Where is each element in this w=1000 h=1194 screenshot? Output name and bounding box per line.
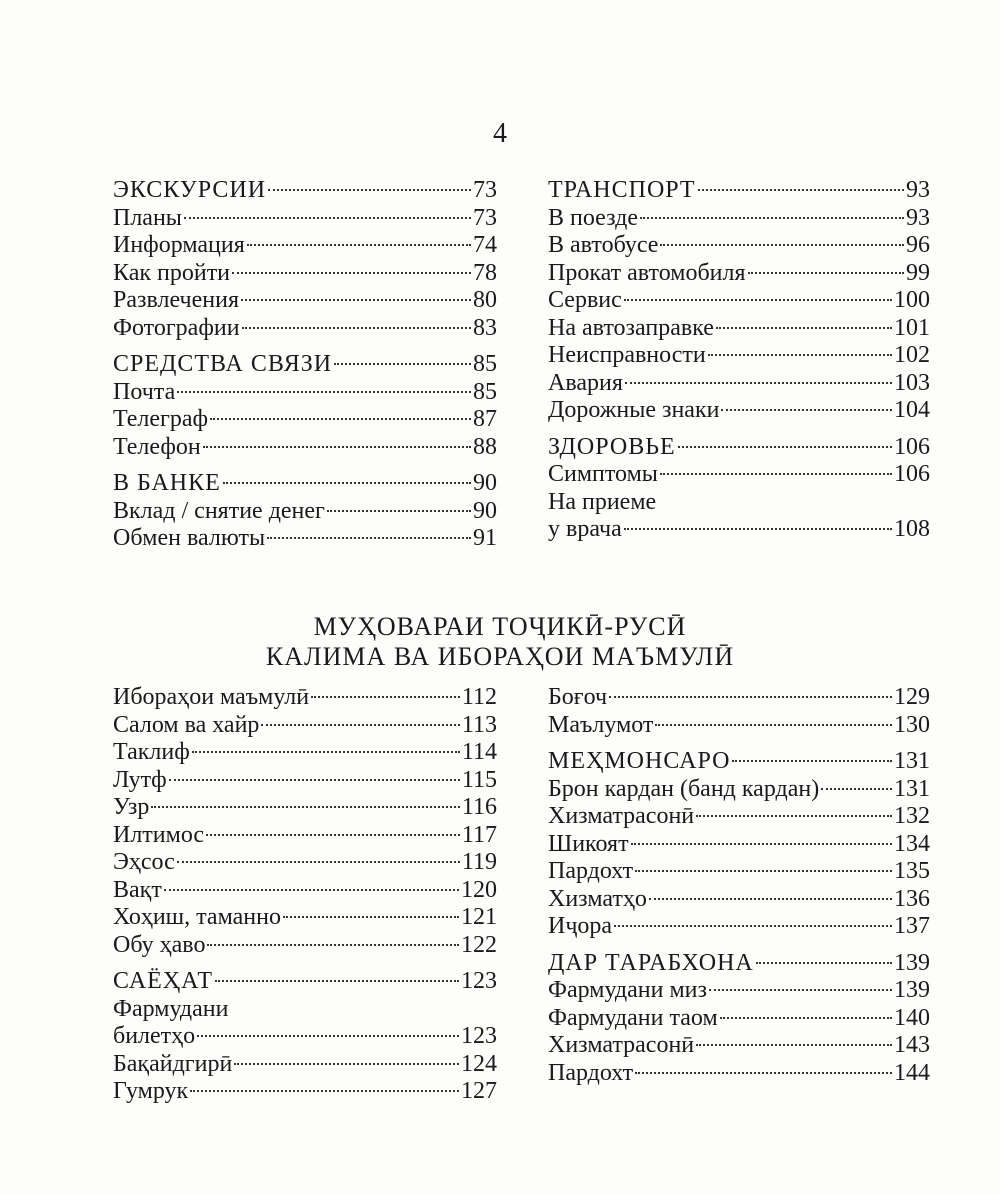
toc-entry-row[interactable] bbox=[113, 498, 497, 526]
dot-leader bbox=[716, 327, 892, 329]
toc-entry-label: СРЕДСТВА СВЯЗИ bbox=[113, 351, 333, 377]
toc-entry-label: Маълумот bbox=[548, 711, 654, 738]
toc-entry-label: ТРАНСПОРТ bbox=[548, 177, 696, 203]
toc-entry-row[interactable] bbox=[113, 739, 497, 767]
dot-leader bbox=[655, 724, 892, 726]
toc-entry-row[interactable] bbox=[548, 205, 930, 233]
toc-entry-label: Фотографии bbox=[113, 314, 240, 341]
toc-entry-label: Хизматҳо bbox=[548, 885, 647, 912]
toc-entry-label: Боғоч bbox=[548, 684, 608, 710]
toc-entry-page: 115 bbox=[461, 766, 497, 793]
toc-entry-label: Хоҳиш, таманно bbox=[113, 904, 281, 930]
toc-entry-label: Салом ва хайр bbox=[113, 711, 260, 738]
toc-entry-row[interactable] bbox=[548, 712, 930, 740]
toc-entry-row[interactable] bbox=[113, 205, 497, 233]
toc-heading-row[interactable] bbox=[548, 748, 930, 776]
toc-entry-label: у врача bbox=[548, 516, 622, 542]
toc-entry-label: В поезде bbox=[548, 204, 638, 231]
toc-entry-page: 100 bbox=[894, 287, 930, 313]
toc-entry-row[interactable] bbox=[113, 315, 497, 343]
dot-leader bbox=[169, 779, 460, 781]
toc-entry-row[interactable] bbox=[548, 287, 930, 315]
toc-entry-label: Фармудани миз bbox=[548, 977, 707, 1003]
toc-entry-label: В автобусе bbox=[548, 232, 659, 258]
toc-entry-row[interactable] bbox=[548, 516, 930, 544]
toc-entry-page: 78 bbox=[473, 259, 497, 286]
toc-entry-page: 134 bbox=[894, 830, 930, 857]
toc-entry-row[interactable] bbox=[548, 913, 930, 941]
toc-entry-row[interactable] bbox=[548, 858, 930, 886]
toc-heading-row[interactable] bbox=[113, 351, 497, 379]
toc-entry-label: Ибораҳои маъмулӣ bbox=[113, 684, 310, 710]
toc-entry-page: 122 bbox=[461, 931, 497, 958]
toc-entry-page: 80 bbox=[473, 287, 497, 313]
toc-entry-page: 90 bbox=[473, 470, 497, 496]
toc-entry-label: Вақт bbox=[113, 876, 162, 903]
toc-entry-row[interactable] bbox=[113, 932, 497, 960]
dot-leader bbox=[631, 843, 892, 845]
toc-entry-label: ЭКСКУРСИИ bbox=[113, 177, 267, 203]
toc-entry-row[interactable] bbox=[548, 260, 930, 288]
toc-entry-page: 117 bbox=[461, 821, 497, 848]
toc-entry-page: 123 bbox=[461, 968, 497, 994]
toc-entry-row[interactable] bbox=[113, 1023, 497, 1051]
toc-entry-label: Авария bbox=[548, 369, 623, 396]
toc-entry-page: 108 bbox=[894, 516, 930, 542]
toc-entry-label: Фармудани таом bbox=[548, 1004, 718, 1031]
section-title-line2: КАЛИМА ВА ИБОРАҲОИ МАЪМУЛӢ bbox=[265, 642, 735, 671]
toc-entry-row[interactable] bbox=[548, 1005, 930, 1033]
toc-entry-page: 143 bbox=[894, 1032, 930, 1058]
toc-entry-row[interactable] bbox=[548, 232, 930, 260]
section-gap bbox=[113, 461, 497, 470]
toc-entry-page: 139 bbox=[894, 977, 930, 1003]
section-gap bbox=[548, 425, 930, 434]
toc-entry-page: 135 bbox=[894, 858, 930, 884]
toc-entry-label: Таклиф bbox=[113, 739, 190, 765]
toc-entry-label: Симптомы bbox=[548, 461, 658, 487]
toc-entry-page: 101 bbox=[894, 314, 930, 341]
toc-bottom-right bbox=[548, 684, 930, 1087]
dot-leader bbox=[696, 1044, 892, 1046]
toc-entry-label: ДАР ТАРАБХОНА bbox=[548, 949, 754, 976]
toc-entry-label: Фармудани bbox=[113, 995, 229, 1022]
toc-entry-label: ЗДОРОВЬЕ bbox=[548, 433, 676, 460]
toc-entry-label: Пардохт bbox=[548, 858, 634, 884]
toc-entry-label: Иҷора bbox=[548, 913, 613, 939]
toc-entry-page: 121 bbox=[461, 904, 497, 930]
toc-top-left bbox=[113, 177, 497, 553]
toc-entry-row[interactable] bbox=[113, 996, 497, 1024]
toc-entry-row[interactable] bbox=[548, 977, 930, 1005]
section-gap bbox=[548, 739, 930, 748]
toc-entry-label: билетҳо bbox=[113, 1023, 196, 1049]
dot-leader bbox=[334, 363, 471, 365]
dot-leader bbox=[283, 916, 459, 918]
toc-entry-label: Хизматрасонӣ bbox=[548, 803, 695, 829]
toc-heading-row[interactable] bbox=[548, 950, 930, 978]
toc-entry-page: 104 bbox=[894, 397, 930, 423]
toc-entry-page: 136 bbox=[894, 885, 930, 912]
toc-entry-page: 112 bbox=[461, 684, 497, 710]
section-gap bbox=[113, 959, 497, 968]
toc-entry-label: Пардохт bbox=[548, 1059, 634, 1086]
toc-entry-label: МЕҲМОНСАРО bbox=[548, 748, 731, 774]
toc-entry-page: 99 bbox=[906, 259, 930, 286]
toc-entry-label: Дорожные знаки bbox=[548, 397, 720, 423]
toc-entry-row[interactable] bbox=[113, 904, 497, 932]
toc-entry-page: 124 bbox=[461, 1050, 497, 1077]
toc-entry-row[interactable] bbox=[113, 794, 497, 822]
toc-entry-row[interactable] bbox=[548, 1032, 930, 1060]
toc-entry-row[interactable] bbox=[113, 712, 497, 740]
section-title-line1: МУҲОВАРАИ ТОҶИКӢ-РУСӢ bbox=[313, 612, 687, 641]
dot-leader bbox=[821, 788, 892, 790]
toc-entry-row[interactable] bbox=[548, 1060, 930, 1088]
toc-entry-row[interactable] bbox=[113, 877, 497, 905]
toc-entry-page: 137 bbox=[894, 913, 930, 939]
toc-entry-row[interactable] bbox=[548, 397, 930, 425]
page-number: 4 bbox=[493, 118, 507, 149]
toc-entry-page: 73 bbox=[473, 177, 497, 203]
toc-entry-label: Планы bbox=[113, 204, 182, 231]
toc-entry-label: Телеграф bbox=[113, 406, 209, 432]
dot-leader bbox=[756, 962, 892, 964]
toc-entry-page: 116 bbox=[461, 794, 497, 820]
dot-leader bbox=[311, 696, 460, 698]
toc-entry-label: Шикоят bbox=[548, 830, 629, 857]
toc-entry-label: Неисправности bbox=[548, 342, 706, 368]
dot-leader bbox=[624, 528, 892, 530]
toc-entry-row[interactable] bbox=[548, 461, 930, 489]
dot-leader bbox=[327, 510, 471, 512]
toc-entry-page: 140 bbox=[894, 1004, 930, 1031]
toc-entry-page: 93 bbox=[906, 177, 930, 203]
toc-entry-page: 131 bbox=[894, 775, 930, 802]
dot-leader bbox=[624, 299, 892, 301]
toc-entry-label: Телефон bbox=[113, 433, 201, 460]
toc-entry-label: Узр bbox=[113, 794, 150, 820]
toc-entry-page: 127 bbox=[461, 1078, 497, 1104]
dot-leader bbox=[241, 299, 471, 301]
toc-entry-label: Развлечения bbox=[113, 287, 239, 313]
toc-bottom-left bbox=[113, 684, 497, 1106]
toc-entry-page: 88 bbox=[473, 433, 497, 460]
toc-entry-page: 123 bbox=[461, 1023, 497, 1049]
toc-entry-row[interactable] bbox=[113, 849, 497, 877]
toc-entry-page: 73 bbox=[473, 204, 497, 231]
toc-entry-row[interactable] bbox=[548, 684, 930, 712]
toc-entry-page: 90 bbox=[473, 497, 497, 524]
toc-entry-label: САЁҲАТ bbox=[113, 968, 214, 994]
toc-entry-label: В БАНКЕ bbox=[113, 470, 221, 496]
dot-leader bbox=[242, 327, 471, 329]
toc-heading-row[interactable] bbox=[548, 177, 930, 205]
toc-entry-page: 131 bbox=[894, 748, 930, 774]
dot-leader bbox=[192, 751, 460, 753]
toc-entry-page: 106 bbox=[894, 461, 930, 487]
toc-entry-label: Брон кардан (банд кардан) bbox=[548, 775, 820, 802]
toc-entry-page: 120 bbox=[461, 876, 497, 903]
toc-entry-page: 132 bbox=[894, 803, 930, 829]
dot-leader bbox=[660, 244, 904, 246]
toc-entry-label: Лутф bbox=[113, 766, 167, 793]
dot-leader bbox=[660, 473, 892, 475]
toc-entry-label: Как пройти bbox=[113, 259, 231, 286]
toc-entry-row[interactable] bbox=[113, 1078, 497, 1106]
toc-entry-row[interactable] bbox=[548, 886, 930, 914]
toc-entry-row[interactable] bbox=[113, 684, 497, 712]
toc-entry-label: Эҳсос bbox=[113, 849, 175, 875]
toc-heading-row[interactable] bbox=[113, 177, 497, 205]
toc-entry-row[interactable] bbox=[113, 1051, 497, 1079]
toc-entry-row[interactable] bbox=[113, 406, 497, 434]
toc-entry-row[interactable] bbox=[548, 370, 930, 398]
toc-heading-row[interactable] bbox=[548, 434, 930, 462]
toc-entry-label: Илтимос bbox=[113, 821, 205, 848]
toc-entry-row[interactable] bbox=[113, 525, 497, 553]
dot-leader bbox=[177, 861, 460, 863]
dot-leader bbox=[164, 889, 459, 891]
dot-leader bbox=[625, 382, 892, 384]
toc-entry-page: 139 bbox=[894, 949, 930, 976]
toc-entry-row[interactable] bbox=[113, 822, 497, 850]
dot-leader bbox=[635, 870, 892, 872]
toc-entry-page: 144 bbox=[894, 1059, 930, 1086]
dot-leader bbox=[223, 482, 471, 484]
dot-leader bbox=[190, 1090, 459, 1092]
dot-leader bbox=[247, 244, 471, 246]
toc-entry-page: 85 bbox=[473, 351, 497, 377]
dot-leader bbox=[177, 391, 471, 393]
section-gap bbox=[113, 342, 497, 351]
toc-top-right bbox=[548, 177, 930, 544]
toc-entry-page: 119 bbox=[461, 849, 497, 875]
toc-entry-page: 85 bbox=[473, 378, 497, 405]
toc-entry-label: Обмен валюты bbox=[113, 525, 266, 551]
dot-leader bbox=[708, 354, 892, 356]
toc-entry-row[interactable] bbox=[548, 489, 930, 517]
toc-entry-row[interactable] bbox=[113, 287, 497, 315]
dot-leader bbox=[709, 989, 892, 991]
dot-leader bbox=[640, 217, 904, 219]
dot-leader bbox=[197, 1035, 459, 1037]
dot-leader bbox=[696, 815, 892, 817]
dot-leader bbox=[748, 272, 904, 274]
dot-leader bbox=[207, 944, 459, 946]
dot-leader bbox=[151, 806, 460, 808]
toc-entry-label: Сервис bbox=[548, 287, 622, 313]
toc-entry-page: 106 bbox=[894, 433, 930, 460]
dot-leader bbox=[203, 446, 471, 448]
toc-entry-row[interactable] bbox=[113, 434, 497, 462]
dot-leader bbox=[678, 446, 892, 448]
dot-leader bbox=[206, 834, 460, 836]
dot-leader bbox=[210, 418, 471, 420]
toc-entry-label: На автозаправке bbox=[548, 314, 714, 341]
toc-entry-page: 87 bbox=[473, 406, 497, 432]
toc-entry-page: 91 bbox=[473, 525, 497, 551]
toc-entry-label: Обу ҳаво bbox=[113, 931, 206, 958]
toc-entry-label: Гумрук bbox=[113, 1078, 189, 1104]
toc-entry-row[interactable] bbox=[113, 767, 497, 795]
toc-entry-row[interactable] bbox=[113, 379, 497, 407]
toc-entry-page: 114 bbox=[461, 739, 497, 765]
dot-leader bbox=[635, 1072, 892, 1074]
dot-leader bbox=[698, 189, 904, 191]
dot-leader bbox=[232, 272, 471, 274]
toc-entry-page: 103 bbox=[894, 369, 930, 396]
toc-heading-row[interactable] bbox=[113, 470, 497, 498]
dot-leader bbox=[614, 925, 892, 927]
toc-entry-page: 113 bbox=[461, 711, 497, 738]
dot-leader bbox=[649, 898, 892, 900]
dot-leader bbox=[184, 217, 471, 219]
dot-leader bbox=[234, 1063, 459, 1065]
toc-entry-page: 83 bbox=[473, 314, 497, 341]
toc-entry-page: 129 bbox=[894, 684, 930, 710]
dot-leader bbox=[609, 696, 892, 698]
toc-entry-label: Вклад / снятие денег bbox=[113, 497, 325, 524]
dot-leader bbox=[721, 409, 892, 411]
toc-entry-label: Хизматрасонӣ bbox=[548, 1032, 695, 1058]
toc-entry-label: На приеме bbox=[548, 488, 657, 515]
dot-leader bbox=[732, 760, 892, 762]
dot-leader bbox=[215, 980, 459, 982]
toc-entry-row[interactable] bbox=[113, 260, 497, 288]
toc-entry-row[interactable] bbox=[548, 315, 930, 343]
toc-entry-page: 74 bbox=[473, 232, 497, 258]
toc-heading-row[interactable] bbox=[113, 968, 497, 996]
dot-leader bbox=[261, 724, 459, 726]
toc-entry-page: 96 bbox=[906, 232, 930, 258]
toc-entry-label: Прокат автомобиля bbox=[548, 259, 746, 286]
toc-entry-label: Почта bbox=[113, 378, 176, 405]
toc-entry-label: Информация bbox=[113, 232, 245, 258]
toc-entry-page: 102 bbox=[894, 342, 930, 368]
dot-leader bbox=[268, 189, 471, 191]
toc-entry-row[interactable] bbox=[548, 776, 930, 804]
toc-entry-row[interactable] bbox=[548, 803, 930, 831]
dot-leader bbox=[720, 1017, 892, 1019]
toc-entry-row[interactable] bbox=[113, 232, 497, 260]
dot-leader bbox=[267, 537, 471, 539]
toc-entry-page: 93 bbox=[906, 204, 930, 231]
toc-entry-row[interactable] bbox=[548, 831, 930, 859]
toc-entry-label: Бақайдгирӣ bbox=[113, 1050, 233, 1077]
section-gap bbox=[548, 941, 930, 950]
toc-entry-row[interactable] bbox=[548, 342, 930, 370]
toc-entry-page: 130 bbox=[894, 711, 930, 738]
